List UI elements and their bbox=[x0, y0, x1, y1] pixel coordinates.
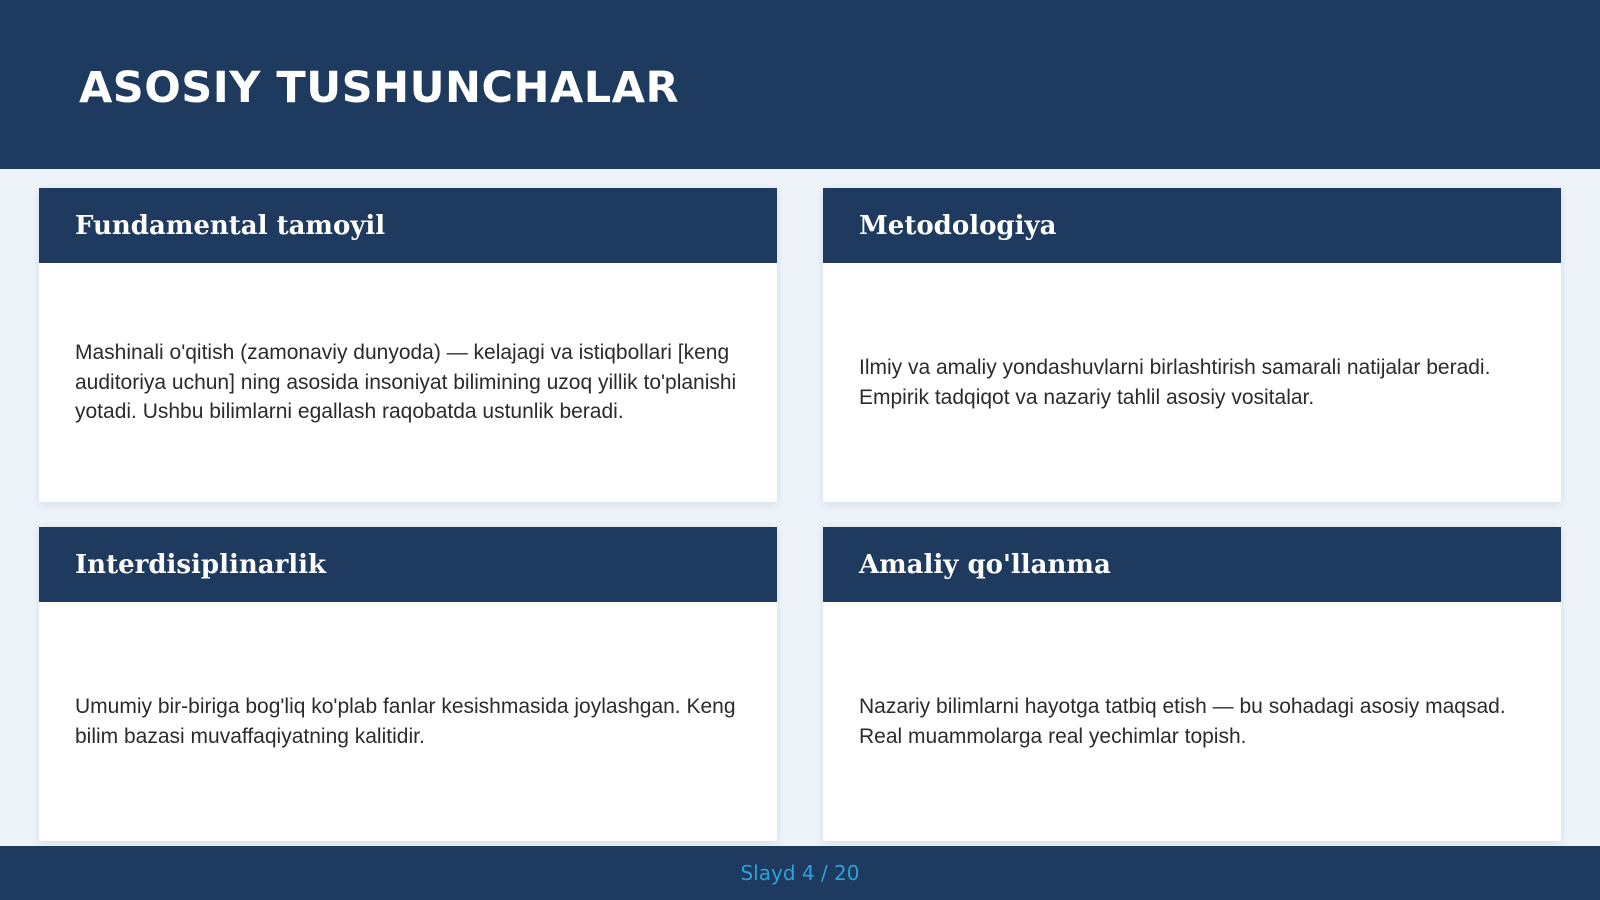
card-header bbox=[823, 527, 1561, 602]
card-title: Amaliy qo'llanma bbox=[859, 550, 1111, 580]
card-body bbox=[859, 263, 1521, 502]
concept-card-practical bbox=[823, 527, 1561, 841]
card-title: Interdisiplinarlik bbox=[75, 550, 327, 580]
slide-counter: Slayd 4 / 20 bbox=[740, 861, 860, 885]
card-text: Umumiy bir-biriga bog'liq ko'plab fanlar kesishmasida joylashgan. Keng bilim bazasi muvaffaqiyatning kalitidir. bbox=[75, 695, 736, 748]
card-body bbox=[859, 602, 1521, 841]
slide-title: ASOSIY TUSHUNCHALAR bbox=[79, 63, 680, 113]
card-text: Mashinali o'qitish (zamonaviy dunyoda) — kelajagi va istiqbollari [keng auditoriya uchun] ning asosida insoniyat bilimining uzoq yillik to'planishi yotadi. Ushbu bilimlarni egallash raqobatda ustunlik beradi. bbox=[75, 341, 737, 424]
card-title: Fundamental tamoyil bbox=[75, 211, 386, 241]
card-header bbox=[39, 527, 777, 602]
slide-footer bbox=[0, 846, 1600, 900]
concept-card-interdisciplinary bbox=[39, 527, 777, 841]
concept-card-fundamental bbox=[39, 188, 777, 502]
slide-header bbox=[0, 0, 1600, 169]
concept-card-methodology bbox=[823, 188, 1561, 502]
card-body bbox=[75, 602, 737, 841]
card-header bbox=[823, 188, 1561, 263]
card-text: Nazariy bilimlarni hayotga tatbiq etish — bu sohadagi asosiy maqsad. Real muammolarga real yechimlar topish. bbox=[859, 695, 1506, 748]
card-title: Metodologiya bbox=[859, 211, 1057, 241]
card-text: Ilmiy va amaliy yondashuvlarni birlashtirish samarali natijalar beradi. Empirik tadqiqot va nazariy tahlil asosiy vositalar. bbox=[859, 356, 1491, 409]
card-header bbox=[39, 188, 777, 263]
card-body bbox=[75, 263, 737, 502]
